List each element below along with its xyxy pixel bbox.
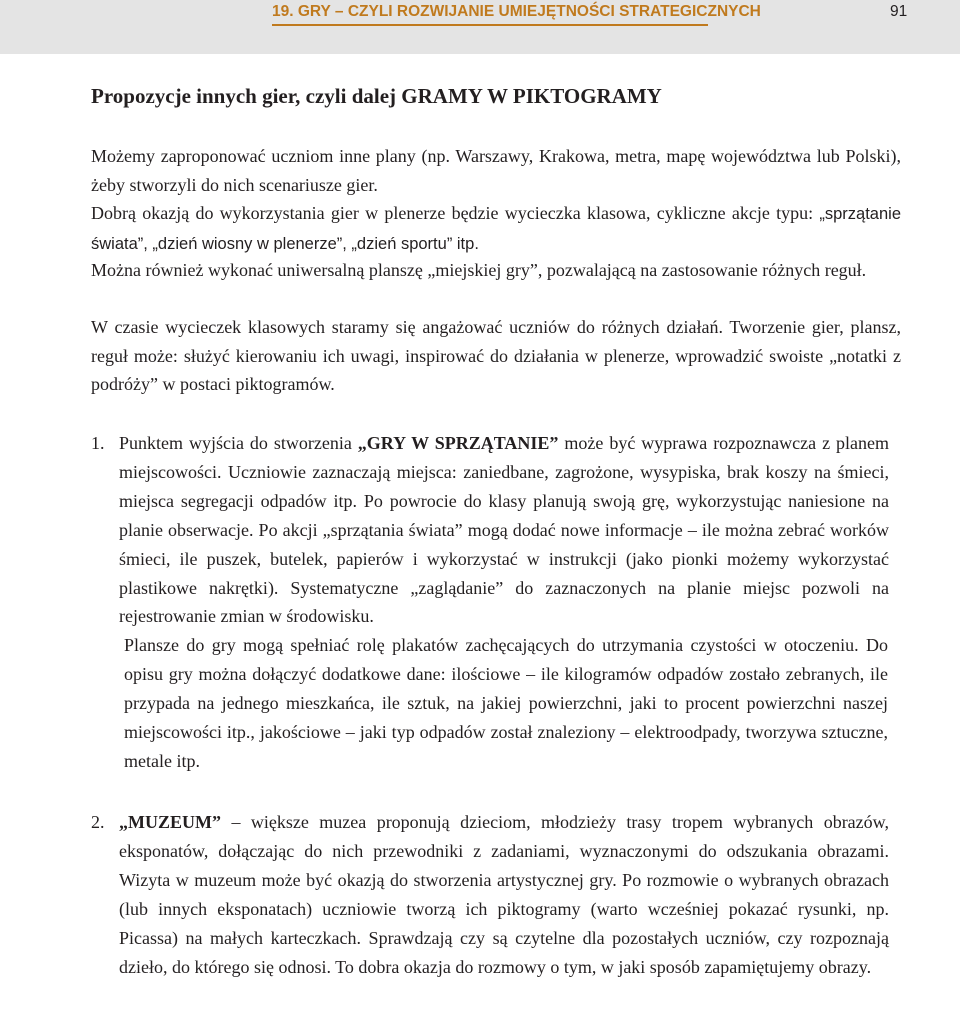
section-title: Propozycje innych gier, czyli dalej GRAMY W PIKTOGRAMY [91, 84, 662, 108]
list-item-1-term: „GRY W SPRZĄTANIE” [357, 433, 559, 453]
page-number: 91 [890, 3, 908, 20]
list-item-1-number: 1. [91, 433, 105, 453]
list-item-2-text: – większe muzea proponują dzieciom, młodzieży trasy tropem wybranych obrazów, eksponatów, dołączając do nich przewodniki z zadaniami, wyznaczonymi do odszukania obrazami. Wizyta w muzeum może być okazją do stworzenia artystycznej gry. Po rozmowie o wybranych obrazach (lub innych eksponatach) uczniowie tworzą ich piktogramy (warto wcześniej pokazać rysunki, np. Picassa) na małych karteczkach. Sprawdzają czy są czytelne dla pozostałych uczniów, czy rozpoznają dzieło, do którego się odnosi. To dobra okazja do rozmowy o tym, w jaki sposób zapamiętujemy obrazy. [119, 812, 889, 977]
intro-paragraph-2 [91, 199, 901, 258]
intro-paragraph-2-events: „sprzątanie świata”, „dzień wiosny w plenerze”, „dzień sportu” itp. [91, 205, 901, 253]
list-item-1-body [119, 429, 889, 631]
list-item-2-body [119, 808, 889, 981]
header-underline [272, 24, 708, 26]
intro-paragraph-3: Można również wykonać uniwersalną planszę „miejskiej gry”, pozwalającą na zastosowanie różnych reguł. [91, 260, 867, 280]
list-item-1-continuation: Plansze do gry mogą spełniać rolę plakatów zachęcających do utrzymania czystości w otoczeniu. Do opisu gry można dołączyć dodatkowe dane: ilościowe – ile kilogramów odpadów zostało zebranych, ile przypada na jednego mieszkańca, ile sztuk, na jakiej powierzchni, jaki to procent powierzchni naszej miejscowości itp., jakościowe – jaki typ odpadów został znaleziony – elektroodpady, tworzywa sztuczne, metale itp. [124, 635, 888, 771]
running-header-title: 19. GRY – CZYLI ROZWIJANIE UMIEJĘTNOŚCI STRATEGICZNYCH [272, 3, 761, 20]
intro-paragraph-1: Możemy zaproponować uczniom inne plany (np. Warszawy, Krakowa, metra, mapę województwa lub Polski), żeby stworzyli do nich scenariusze gier. [91, 146, 901, 195]
list-item-1-pre: Punktem wyjścia do stworzenia [119, 433, 358, 453]
intro-paragraph-4: W czasie wycieczek klasowych staramy się angażować uczniów do różnych działań. Tworzenie gier, plansz, reguł może: służyć kierowaniu ich uwagi, inspirować do działania w plenerze, wprowadzić swoiste „notatki z podróży” w postaci piktogramów. [91, 317, 901, 395]
list-item-2-number: 2. [91, 812, 105, 832]
list-item-1-text: może być wyprawa rozpoznawcza z planem miejscowości. Uczniowie zaznaczają miejsca: zaniedbane, zagrożone, wysypiska, brak koszy na śmieci, miejsca segregacji odpadów itp. Po powrocie do klasy planują swoją grę, wykorzystując naniesione na planie obserwacje. Po akcji „sprzątania świata” mogą dodać nowe informacje – ile można zebrać worków śmieci, ile puszek, butelek, papierów i wykorzystać w instrukcji (jako pionki możemy wykorzystać plastikowe nakrętki). Systematyczne „zaglądanie” do zaznaczonych na planie miejsc pozwoli na rejestrowanie zmian w środowisku. [119, 433, 889, 627]
intro-paragraph-2-text: Dobrą okazją do wykorzystania gier w plenerze będzie wycieczka klasowa, cykliczne akcje typu: [91, 203, 820, 223]
list-item-2-term: „MUZEUM” [119, 812, 221, 832]
